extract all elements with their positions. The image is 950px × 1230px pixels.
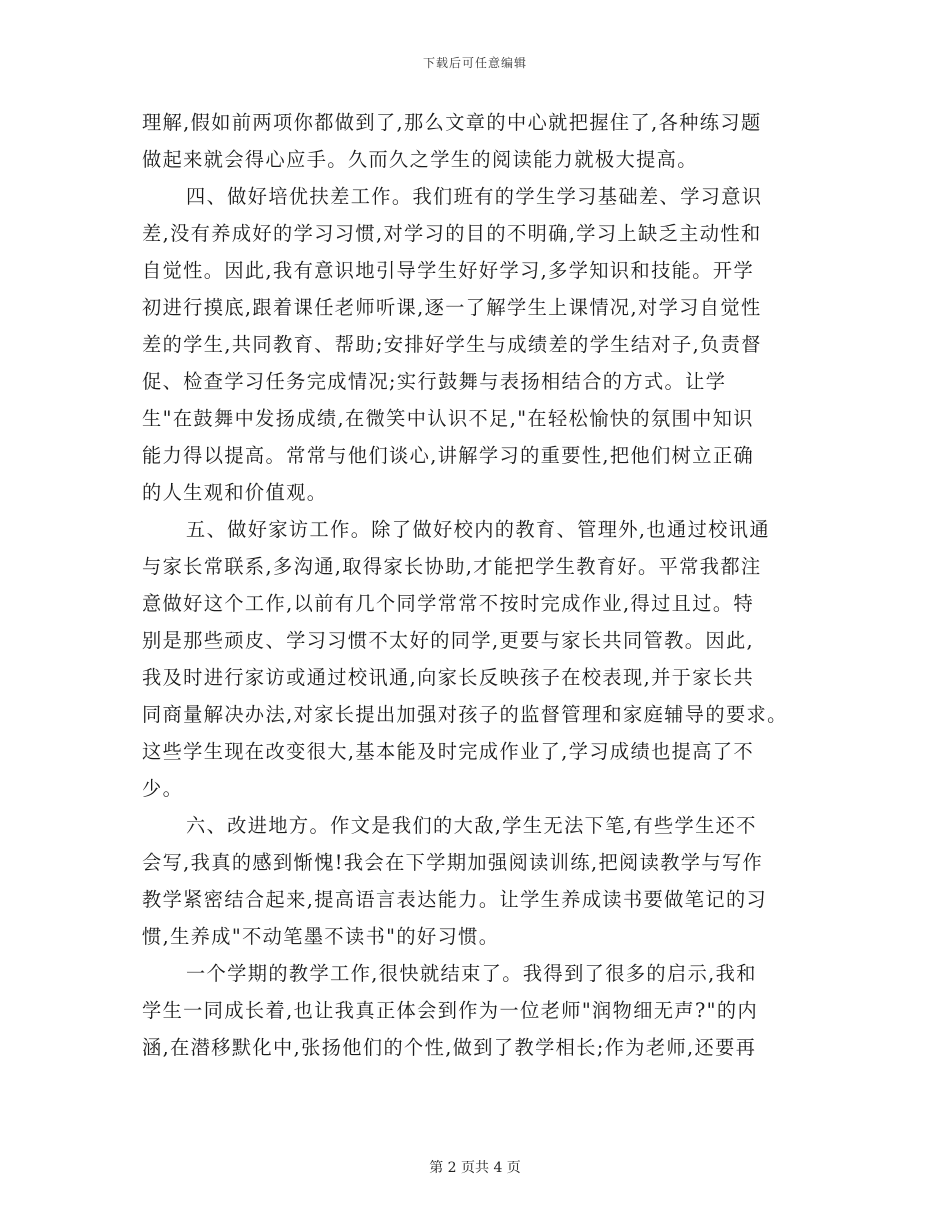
- text-line: 促、检查学习任务完成情况;实行鼓舞与表扬相结合的方式。让学: [142, 370, 727, 393]
- text-line: 意做好这个工作,以前有几个同学常常不按时完成作业,得过且过。特: [142, 592, 755, 615]
- text-line: 与家长常联系,多沟通,取得家长协助,才能把学生教育好。平常我都注: [142, 555, 762, 578]
- text-line: 初进行摸底,跟着课任老师听课,逐一了解学生上课情况,对学习自觉性: [142, 296, 762, 319]
- text-line: 这些学生现在改变很大,基本能及时完成作业了,学习成绩也提高了不: [142, 740, 755, 763]
- text-line: 自觉性。因此,我有意识地引导学生好好学习,多学知识和技能。开学: [142, 259, 755, 282]
- text-line: 做起来就会得心应手。久而久之学生的阅读能力就极大提高。: [142, 148, 698, 171]
- text-line: 惯,生养成"不动笔墨不读书"的好习惯。: [142, 925, 500, 948]
- paragraph-start-line: 五、做好家访工作。除了做好校内的教育、管理外,也通过校讯通: [186, 518, 770, 541]
- text-line: 差,没有养成好的学习习惯,对学习的目的不明确,学习上缺乏主动性和: [142, 222, 762, 245]
- text-line: 理解,假如前两项你都做到了,那么文章的中心就把握住了,各种练习题: [142, 111, 762, 134]
- text-line: 的人生观和价值观。: [142, 481, 328, 504]
- text-line: 生"在鼓舞中发扬成绩,在微笑中认识不足,"在轻松愉快的氛围中知识: [142, 407, 754, 430]
- page-number-footer: 第 2 页共 4 页: [429, 1160, 521, 1176]
- text-line: 别是那些顽皮、学习习惯不太好的同学,更要与家长共同管教。因此,: [142, 629, 755, 652]
- text-line: 同商量解决办法,对家长提出加强对孩子的监督管理和家庭辅导的要求。: [142, 703, 788, 726]
- text-line: 会写,我真的感到惭愧!我会在下学期加强阅读训练,把阅读教学与写作: [142, 851, 764, 874]
- document-body: [142, 104, 812, 1066]
- text-line: 教学紧密结合起来,提高语言表达能力。让学生养成读书要做笔记的习: [142, 888, 768, 911]
- paragraph-start-line: 六、改进地方。作文是我们的大敌,学生无法下笔,有些学生还不: [186, 814, 757, 837]
- text-line: 我及时进行家访或通过校讯通,向家长反映孩子在校表现,并于家长共: [142, 666, 755, 689]
- text-line: 能力得以提高。常常与他们谈心,讲解学习的重要性,把他们树立正确: [142, 444, 755, 467]
- text-line: 涵,在潜移默化中,张扬他们的个性,做到了教学相长;作为老师,还要再: [142, 1036, 757, 1059]
- text-line: 差的学生,共同教育、帮助;安排好学生与成绩差的学生结对子,负责督: [142, 333, 762, 356]
- page-header: 下载后可任意编辑: [422, 56, 527, 70]
- paragraph-start-line: 四、做好培优扶差工作。我们班有的学生学习基础差、学习意识: [186, 185, 763, 208]
- paragraph-start-line: 一个学期的教学工作,很快就结束了。我得到了很多的启示,我和: [186, 962, 757, 985]
- text-line: 学生一同成长着,也让我真正体会到作为一位老师"润物细无声?"的内: [142, 999, 759, 1022]
- text-line: 少。: [142, 777, 184, 800]
